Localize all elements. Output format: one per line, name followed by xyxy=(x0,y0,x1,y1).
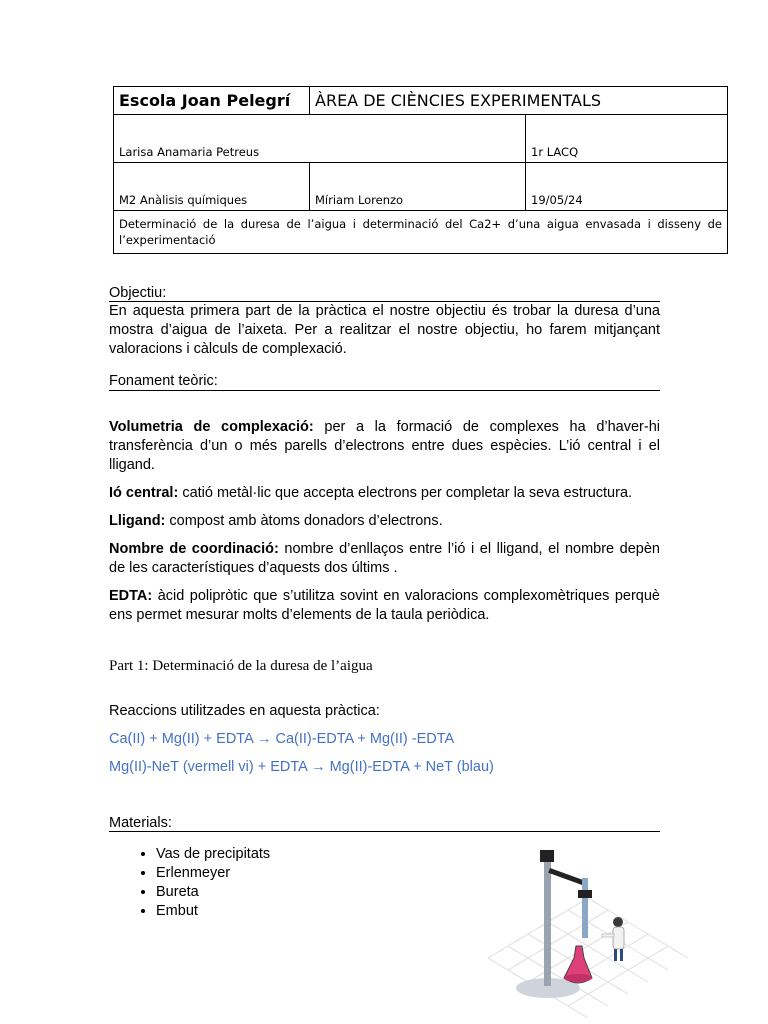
reaction-1: Ca(II) + Mg(II) + EDTA → Ca(II)-EDTA + Mg(II) -EDTA xyxy=(109,731,455,747)
teacher-name: Míriam Lorenzo xyxy=(310,163,526,211)
report-date: 19/05/24 xyxy=(526,163,728,211)
scientist-leg-left xyxy=(614,949,617,961)
header-table xyxy=(113,86,728,254)
reactions-heading: Reaccions utilitzades en aquesta pràctica: xyxy=(109,703,380,719)
theory-item-edta: EDTA: àcid polipròtic que s’utilitza sovint en valoracions complexomètriques perquè ens permet mesurar molts d’elements de la taula periòdica. xyxy=(109,588,660,623)
objective-text: En aquesta primera part de la pràctica el nostre objectiu és trobar la duresa d’una mostra d’aigua de l’aixeta. Per a realitzar el nostre objectiu, ho farem mitjançant valoracions i càlculs de complexació. xyxy=(109,303,660,357)
scientist-arm xyxy=(602,934,614,937)
report-title: Determinació de la duresa de l’aigua i determinació del Ca2+ d’una aigua envasada i disseny de l’experimentació xyxy=(114,211,728,254)
flask-liquid xyxy=(564,974,592,982)
part1-heading: Part 1: Determinació de la duresa de l’aigua xyxy=(109,658,373,674)
burette xyxy=(582,878,588,938)
materials-heading: Materials: xyxy=(109,815,660,832)
stand-clamp-top xyxy=(540,850,554,862)
materials-section xyxy=(109,815,660,832)
stand-rod xyxy=(544,858,551,986)
student-name: Larisa Anamaria Petreus xyxy=(114,115,526,163)
stand-arm xyxy=(548,868,587,886)
school-name: Escola Joan Pelegrí xyxy=(114,87,310,115)
scientist-coat xyxy=(613,927,624,949)
group-name: 1r LACQ xyxy=(526,115,728,163)
list-item: • Embut xyxy=(156,902,270,921)
scientist-head xyxy=(613,917,623,927)
theory-heading: Fonament teòric: xyxy=(109,373,660,391)
materials-list xyxy=(130,845,270,921)
theory-item-complexation: Volumetria de complexació: per a la formació de complexes ha d’haver-hi transferència d’un o més parells d’electrons entre dues espècies. L’ió central i el lligand. xyxy=(109,419,660,473)
area-name: ÀREA DE CIÈNCIES EXPERIMENTALS xyxy=(310,87,728,115)
list-item: • Erlenmeyer xyxy=(156,864,270,883)
reaction-2: Mg(II)-NeT (vermell vi) + EDTA → Mg(II)-EDTA + NeT (blau) xyxy=(109,759,494,775)
lab-scientist-illustration xyxy=(488,838,688,1018)
list-item: • Bureta xyxy=(156,883,270,902)
objective-section xyxy=(109,285,660,359)
burette-clamp xyxy=(578,890,592,898)
theory-item-coordination: Nombre de coordinació: nombre d’enllaços entre l’ió i el lligand, el nombre depèn de les característiques d’aquests dos últims . xyxy=(109,541,660,576)
scientist-leg-right xyxy=(620,949,623,961)
list-item: • Vas de precipitats xyxy=(156,845,270,864)
theory-item-ligand: Lligand: compost amb àtoms donadors d’electrons. xyxy=(109,513,443,529)
module-name: M2 Anàlisis químiques xyxy=(114,163,310,211)
theory-list xyxy=(109,418,660,625)
theory-item-central-ion: Ió central: catió metàl·lic que accepta electrons per completar la seva estructura. xyxy=(109,485,633,501)
theory-section xyxy=(109,373,660,391)
objective-heading: Objectiu: xyxy=(109,285,660,302)
